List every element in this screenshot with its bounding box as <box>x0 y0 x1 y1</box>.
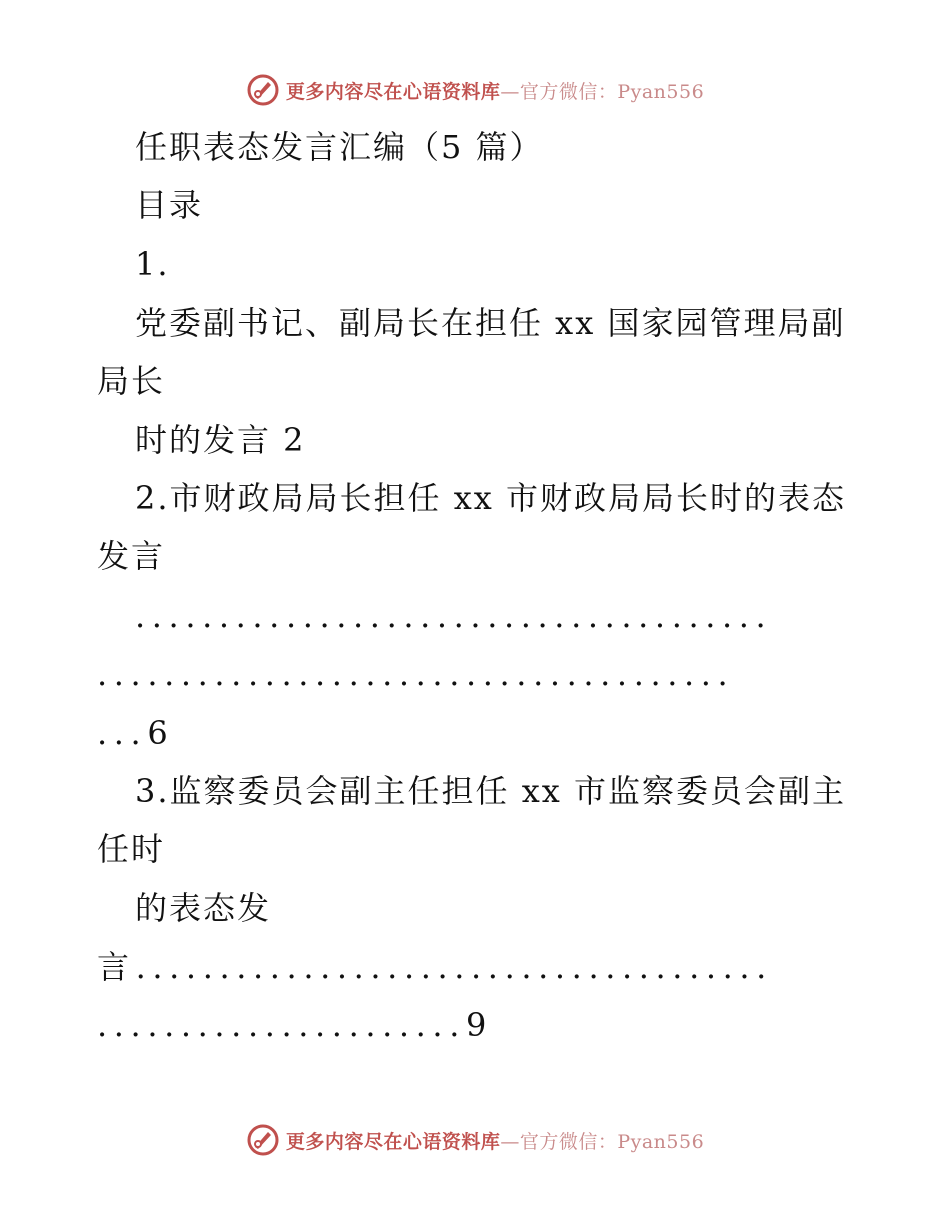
footer-watermark-rest: —官方微信：Pyan556 <box>500 1130 705 1153</box>
toc-item-2-text-line1: 2.市财政局局长担任 xx 市财政局局长时的表态 <box>135 479 846 517</box>
footer-watermark-banner <box>0 1120 950 1160</box>
toc-item-1-text-line3: 时的发言 2 <box>135 421 306 459</box>
footer-watermark-strong: 更多内容尽在心语资料库 <box>285 1130 501 1153</box>
toc-heading: 目录 <box>135 186 204 224</box>
toc-item-3-text-line3: 的表态发 <box>135 889 272 927</box>
toc-item-3-leader-dots-1: 言...................................... <box>97 948 773 986</box>
toc-item-3-page-number: ......................9 <box>97 1006 493 1044</box>
toc-item-2-leader-dots-1: ...................................... <box>135 597 773 635</box>
header-watermark-rest: —官方微信：Pyan556 <box>500 80 705 103</box>
toc-item-1-text-line2: 局长 <box>97 362 166 400</box>
toc-item-1-number: 1. <box>135 245 170 283</box>
document-title: 任职表态发言汇编（5 篇） <box>135 128 544 166</box>
toc-item-2-leader-dots-2: ...................................... <box>97 655 735 693</box>
toc-item-2-text-line2: 发言 <box>97 537 166 575</box>
quill-logo-icon <box>246 1123 280 1157</box>
toc-item-2-page-number: ...6 <box>97 714 175 752</box>
toc-item-1-text-line1: 党委副书记、副局长在担任 xx 国家园管理局副 <box>135 304 846 342</box>
toc-item-3-text-line1: 3.监察委员会副主任担任 xx 市监察委员会副主 <box>135 772 846 810</box>
toc-item-3-text-line2: 任时 <box>97 830 166 868</box>
header-watermark-strong: 更多内容尽在心语资料库 <box>285 80 501 103</box>
footer-watermark-text <box>286 1127 704 1154</box>
